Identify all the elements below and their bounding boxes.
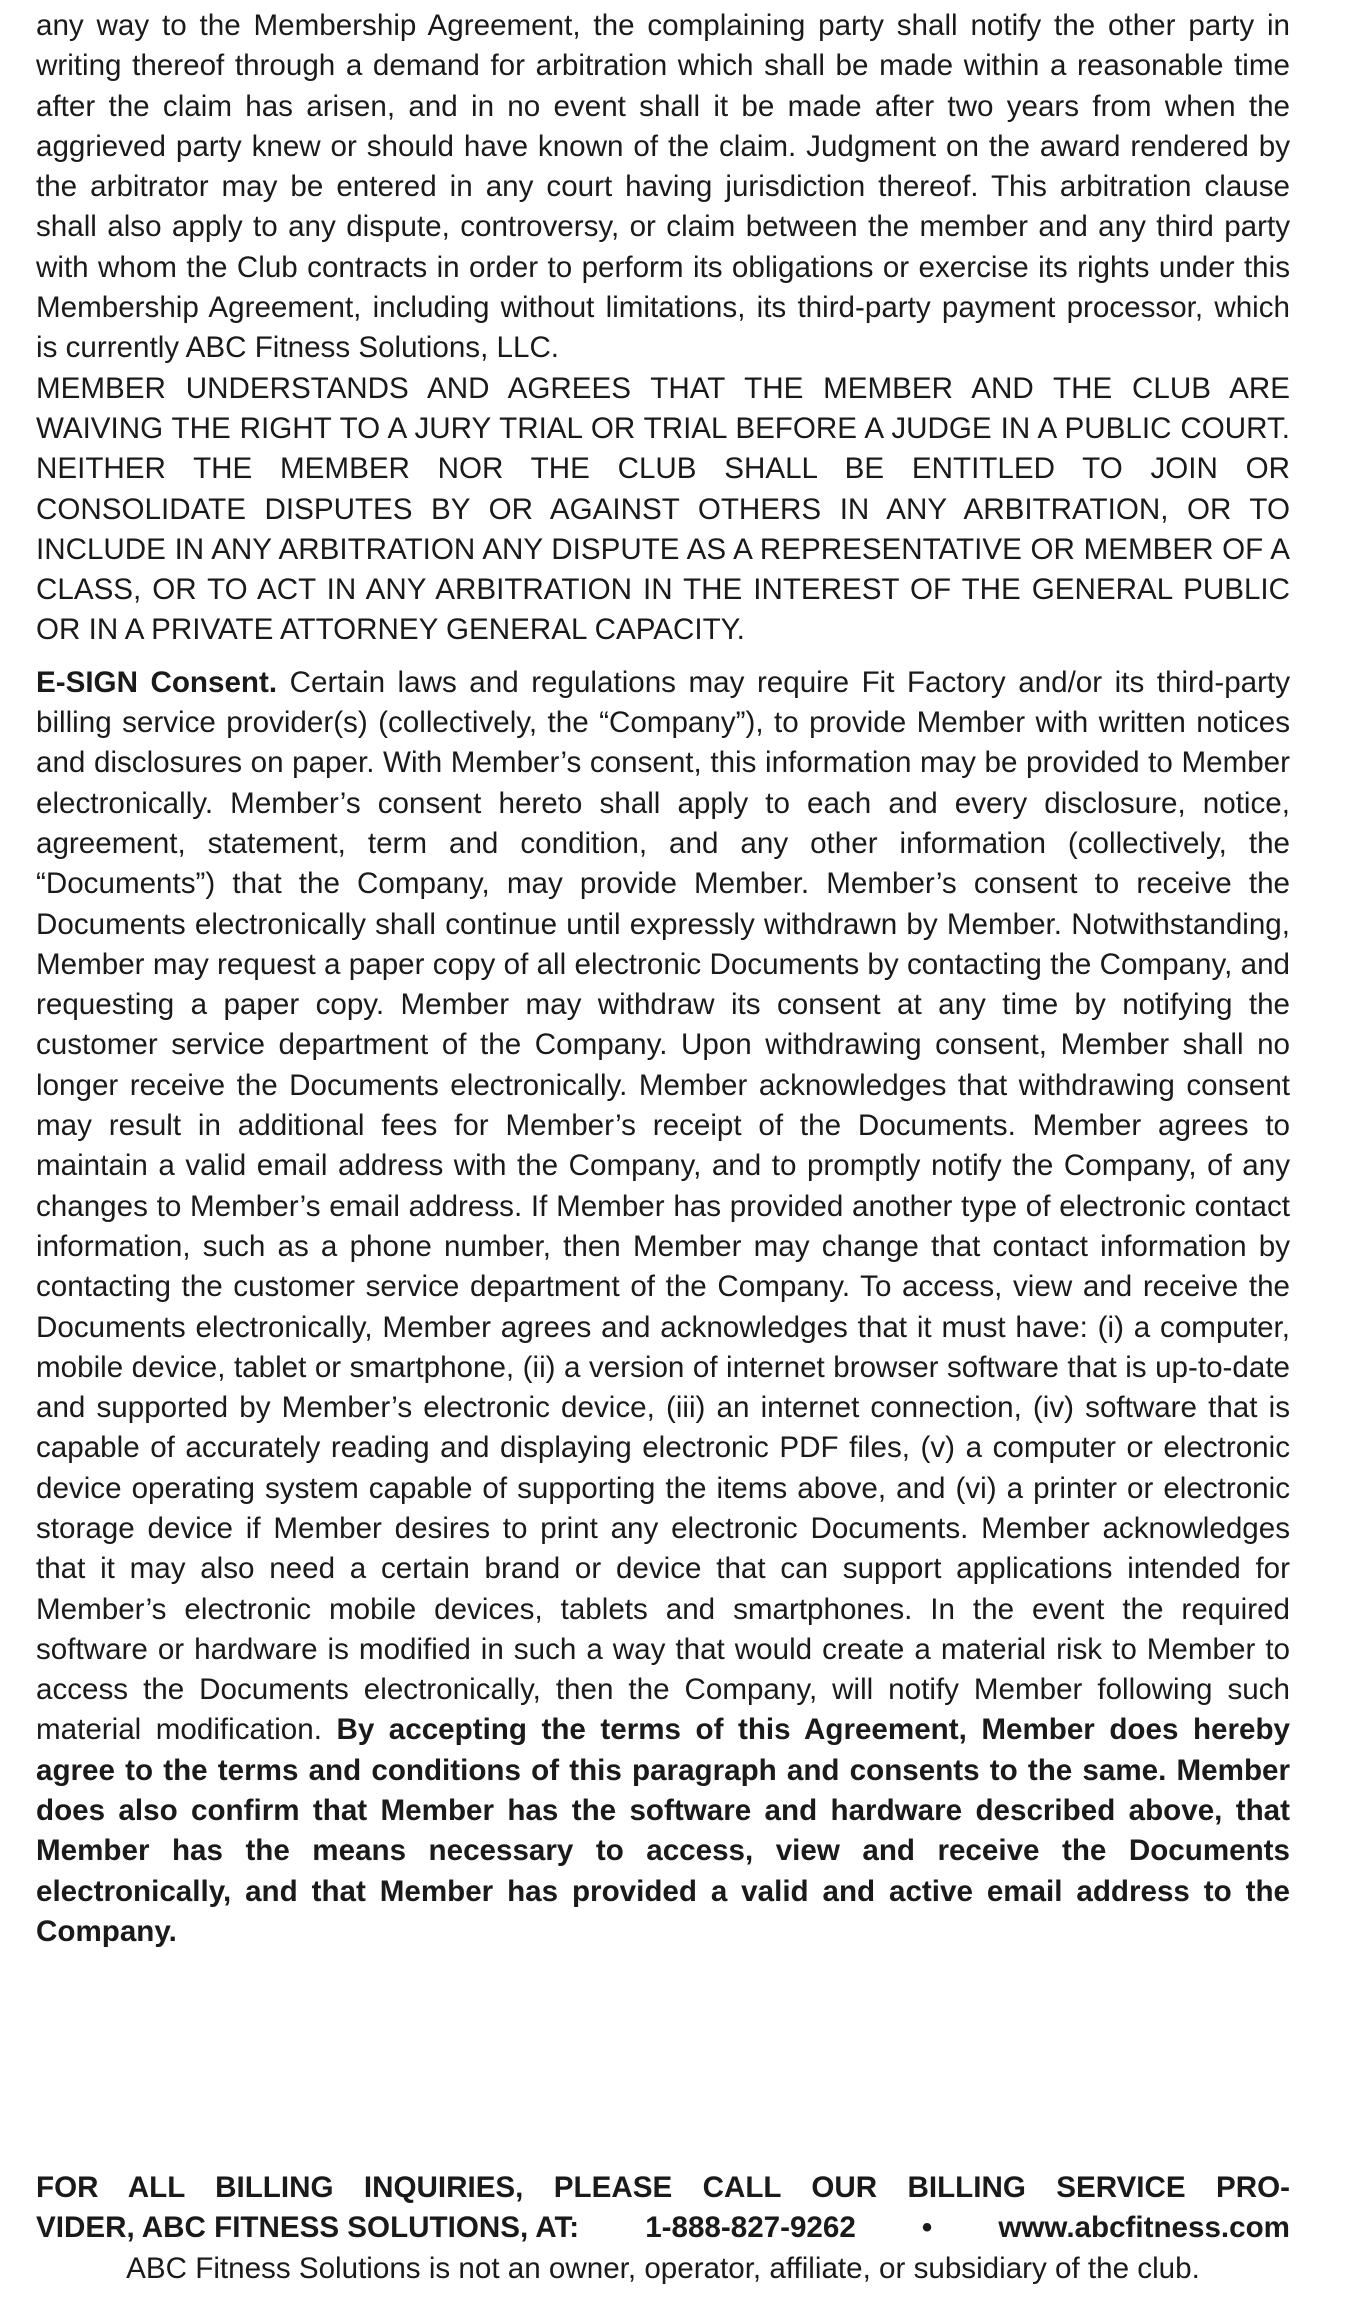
billing-website: www.abcfitness.com xyxy=(998,2211,1290,2245)
billing-notice-line-2 xyxy=(36,2208,1290,2248)
affiliation-disclaimer: ABC Fitness Solutions is not an owner, operator, affiliate, or subsidiary of the club. xyxy=(126,2251,1200,2285)
esign-consent-section xyxy=(36,663,1290,1953)
esign-heading: E-SIGN Consent. xyxy=(36,665,278,699)
bullet-separator: • xyxy=(921,2211,933,2245)
arbitration-clause-continuation: any way to the Membership Agreement, the complaining party shall notify the other party in writing thereof through a demand for arbitration which shall be made within a reasonable time after the claim has arisen, and in no event shall it be made after two years from when the aggrieved party knew or should have known of the claim. Judgment on the award rendered by the arbitrator may be entered in any court having jurisdiction thereof. This arbitration clause shall also apply to any dispute, controversy, or claim between the member and any third party with whom the Club contracts in order to perform its obligations or exercise its rights under this Membership Agreement, including without limitations, its third-party payment processor, which is currently ABC Fitness Solutions, LLC. xyxy=(36,9,1290,365)
document-page xyxy=(36,6,1290,1952)
billing-phone-number: 1-888-827-9262 xyxy=(645,2211,856,2245)
billing-provider-label: VIDER, ABC FITNESS SOLUTIONS, AT: xyxy=(36,2211,580,2245)
esign-body: Certain laws and regulations may require Fit Factory and/or its third-party billing service provider(s) (collectively, the “Company”), to provide Member with written notices and disclosures on paper. With Member’s consent, this information may be provided to Member electronically. Member’s consent hereto shall apply to each and every disclosure, notice, agreement, statement, term and condition, and any other information (collectively, the “Documents”) that the Company, may provide Member. Member’s consent to receive the Documents electronically shall continue until expressly withdrawn by Member. Notwithstanding, Member may request a paper copy of all electronic Documents by contacting the Company, and requesting a paper copy. Member may withdraw its consent at any time by notifying the customer service department of the Company. Upon withdrawing consent, Member shall no longer receive the Documents electronically. Member acknowledges that withdrawing consent may result in additional fees for Member’s receipt of the Documents. Member agrees to maintain a valid email address with the Company, and to promptly notify the Company, of any changes to Member’s email address. If Member has provided another type of electronic contact information, such as a phone number, then Member may change that contact information by contacting the customer service department of the Company. To access, view and receive the Documents electronically, Member agrees and acknowledges that it must have: (i) a computer, mobile device, tablet or smartphone, (ii) a version of internet browser software that is up-to-date and supported by Member’s electronic device, (iii) an internet connection, (iv) software that is capable of accurately reading and displaying electronic PDF files, (v) a computer or electronic device operating system capable of supporting the items above, and (vi) a printer or electronic storage device if Member desires to print any electronic Documents. Member acknowledges that it may also need a certain brand or device that can support applications intended for Member’s electronic mobile devices, tablets and smartphones. In the event the required software or hardware is modified in such a way that would create a material risk to Member to access the Documents electronically, then the Company, will notify Member following such material modification. xyxy=(36,665,1290,1747)
billing-footer xyxy=(36,2168,1290,2289)
billing-notice-line-1: FOR ALL BILLING INQUIRIES, PLEASE CALL OUR BILLING SERVICE PRO- xyxy=(36,2171,1290,2204)
esign-bold-conclusion: By accepting the terms of this Agreement, Member does hereby agree to the terms and conditions of this paragraph and consents to the same. Member does also confirm that Member has the software and hardware described above, that Member has the means necessary to access, view and receive the Documents electronically, and that Member has provided a valid and active email address to the Company. xyxy=(36,1713,1290,1948)
jury-waiver-clause: MEMBER UNDERSTANDS AND AGREES THAT THE MEMBER AND THE CLUB ARE WAIVING THE RIGHT TO A JURY TRIAL OR TRIAL BEFORE A JUDGE IN A PUBLIC COURT. NEITHER THE MEMBER NOR THE CLUB SHALL BE ENTITLED TO JOIN OR CONSOLIDATE DISPUTES BY OR AGAINST OTHERS IN ANY ARBITRATION, OR TO INCLUDE IN ANY ARBITRATION ANY DISPUTE AS A REPRESENTATIVE OR MEMBER OF A CLASS, OR TO ACT IN ANY ARBITRATION IN THE INTEREST OF THE GENERAL PUBLIC OR IN A PRIVATE ATTORNEY GENERAL CAPACITY. xyxy=(36,371,1290,647)
